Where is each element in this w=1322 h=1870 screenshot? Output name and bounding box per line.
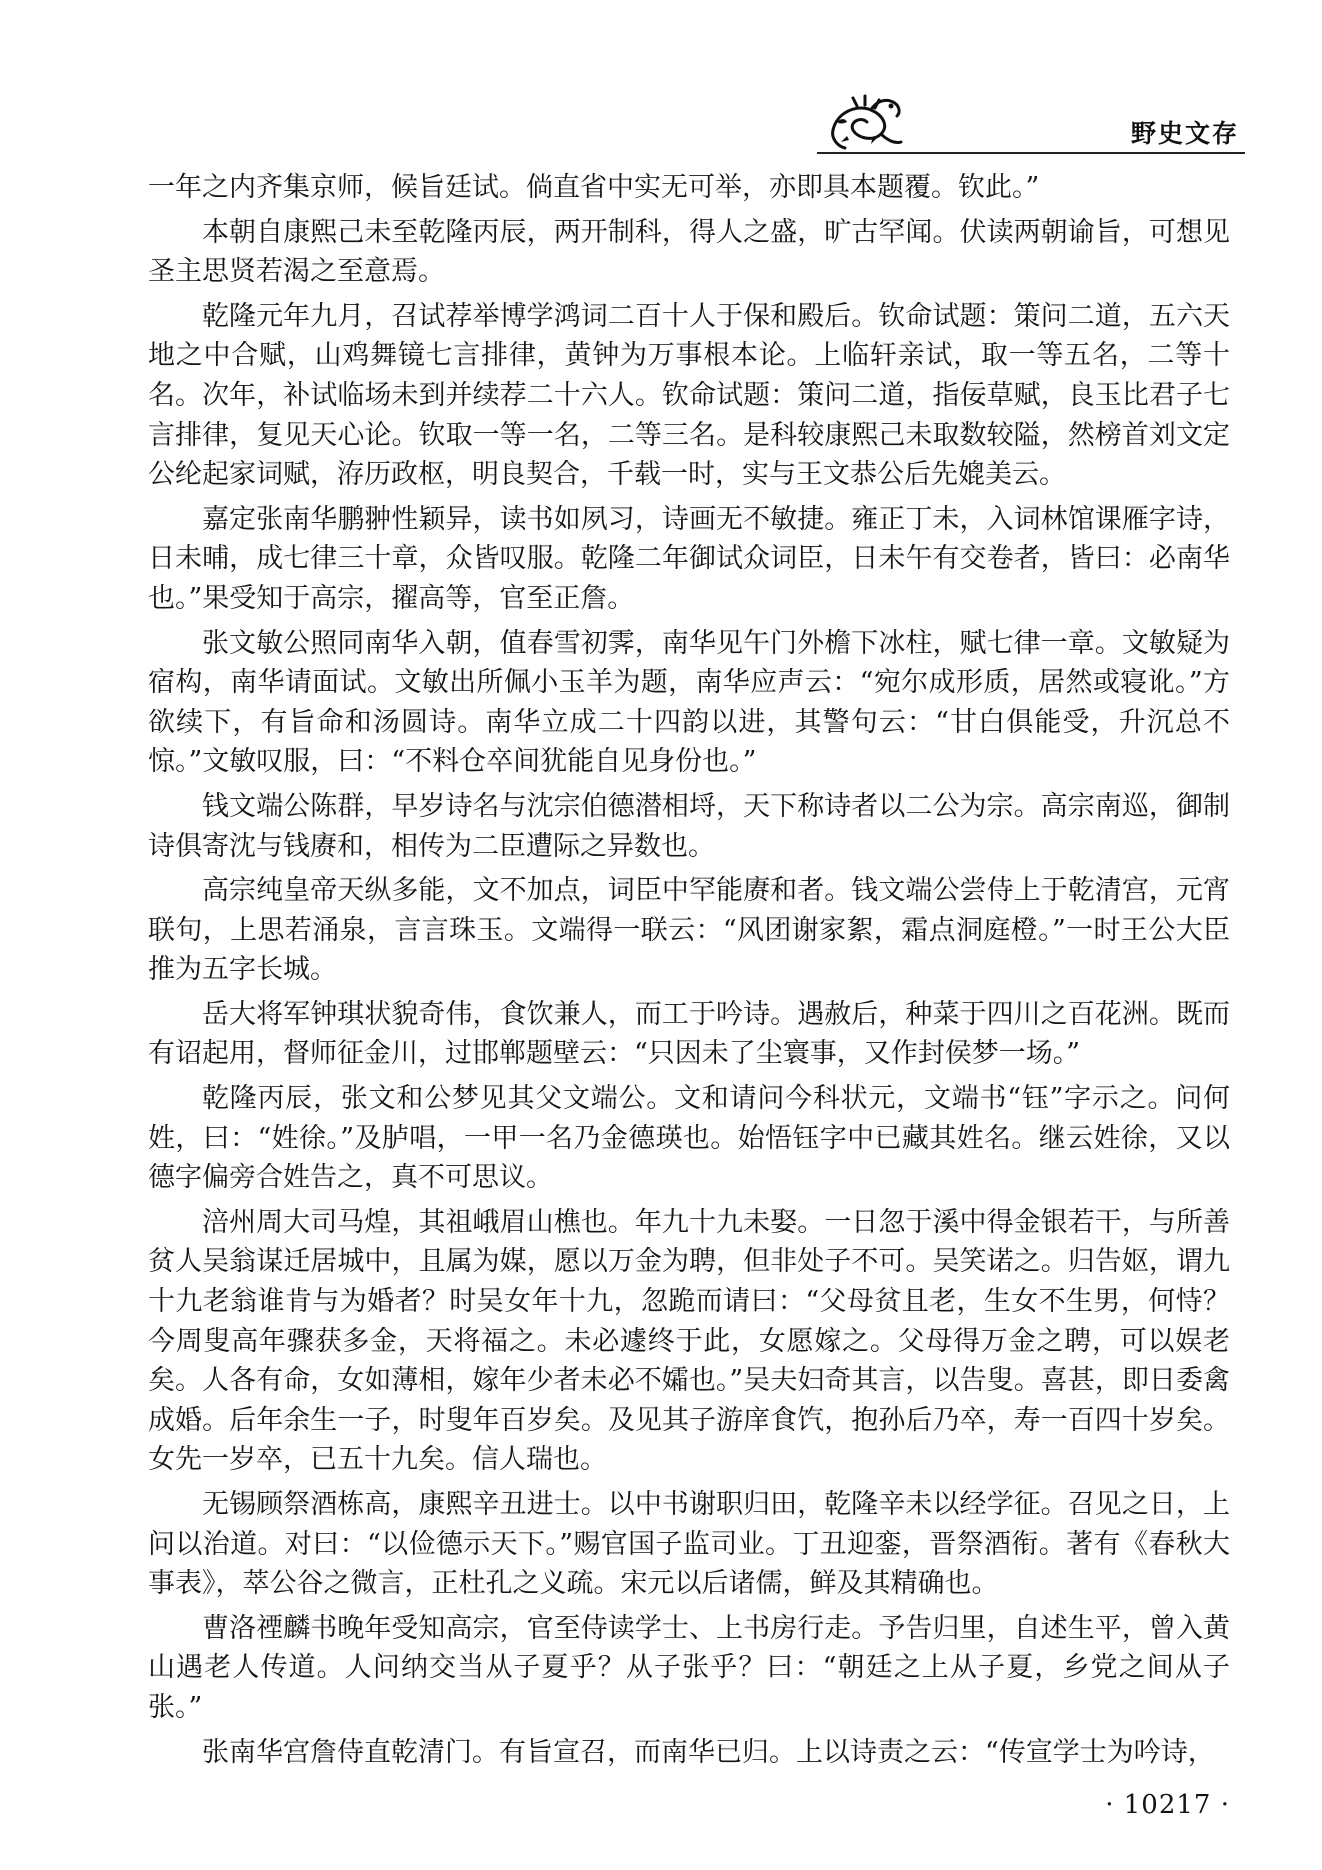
paragraph: 钱文端公陈群，早岁诗名与沈宗伯德潜相埒，天下称诗者以二公为宗。高宗南巡，御制诗俱寄沈与钱赓和，相传为二臣遭际之异数也。 — [148, 790, 1230, 862]
body-text — [148, 168, 1230, 1777]
paragraph: 一年之内齐集京师，候旨廷试。倘直省中实无可举，亦即具本题覆。钦此。” — [148, 172, 1040, 203]
paragraph: 本朝自康熙己未至乾隆丙辰，两开制科，得人之盛，旷古罕闻。伏读两朝谕旨，可想见圣主思贤若渴之至意焉。 — [148, 216, 1230, 288]
paragraph: 岳大将军钟琪状貌奇伟，食饮兼人，而工于吟诗。遇赦后，种菜于四川之百花洲。既而有诏起用，督师征金川，过邯郸题壁云：“只因未了尘寰事，又作封侯梦一场。” — [148, 998, 1230, 1070]
paragraph: 乾隆丙辰，张文和公梦见其父文端公。文和请问今科状元，文端书“钰”字示之。问何姓，曰：“姓徐。”及胪唱，一甲一名乃金德瑛也。始悟钰字中已藏其姓名。继云姓徐，又以德字偏旁合姓告之，真不可思议。 — [148, 1083, 1230, 1194]
paragraph: 张南华宫詹侍直乾清门。有旨宣召，而南华已归。上以诗责之云：“传宣学士为吟诗， — [202, 1736, 1215, 1768]
paragraph: 涪州周大司马煌，其祖峨眉山樵也。年九十九未娶。一日忽于溪中得金银若干，与所善贫人吴翁谋迁居城中，且属为媒，愿以万金为聘，但非处子不可。吴笑诺之。归告妪，谓九十九老翁谁肯与为婚者？时吴女年十九，忽跪而请曰：“父母贫且老，生女不生男，何恃？今周叟高年骤获多金，天将福之。未必遽终于此，女愿嫁之。父母得万金之聘，可以娱老矣。人各有命，女如薄相，嫁年少者未必不孀也。”吴夫妇奇其言，以告叟。喜甚，即日委禽成婚。后年余生一子，时叟年百岁矣。及见其子游庠食饩，抱孙后乃卒，寿一百四十岁矣。女先一岁卒，已五十九矣。信人瑞也。 — [148, 1206, 1230, 1476]
page-header — [815, 92, 1245, 162]
page-number: · 10217 · — [1105, 1790, 1230, 1820]
paragraph: 曹洛禋麟书晚年受知高宗，官至侍读学士、上书房行走。予告归里，自述生平，曾入黄山遇老人传道。人问纳交当从子夏乎？从子张乎？曰：“朝廷之上从子夏，乡党之间从子张。” — [148, 1612, 1230, 1723]
paragraph: 高宗纯皇帝天纵多能，文不加点，词臣中罕能赓和者。钱文端公尝侍上于乾清宫，元宵联句，上思若涌泉，言言珠玉。文端得一联云：“风团谢家絮，霜点洞庭橙。”一时王公大臣推为五字长城。 — [148, 875, 1230, 986]
paragraph: 张文敏公照同南华入朝，值春雪初霁，南华见午门外檐下冰柱，赋七律一章。文敏疑为宿构，南华请面试。文敏出所佩小玉羊为题，南华应声云：“宛尔成形质，居然或寝讹。”方欲续下，有旨命和汤圆诗。南华立成二十四韵以进，其警句云：“甘白俱能受，升沉总不惊。”文敏叹服，曰：“不料仓卒间犹能自见身份也。” — [148, 627, 1230, 778]
paragraph: 无锡顾祭酒栋高，康熙辛丑进士。以中书谢职归田，乾隆辛未以经学征。召见之日，上问以治道。对曰：“以俭德示天下。”赐官国子监司业。丁丑迎銮，晋祭酒衔。著有《春秋大事表》，萃公谷之微言，正杜孔之义疏。宋元以后诸儒，鲜及其精确也。 — [148, 1489, 1230, 1600]
header-divider — [817, 152, 1245, 154]
paragraph: 乾隆元年九月，召试荐举博学鸿词二百十人于保和殿后。钦命试题：策问二道，五六天地之中合赋，山鸡舞镜七言排律，黄钟为万事根本论。上临轩亲试，取一等五名，二等十名。次年，补试临场未到并续荐二十六人。钦命试题：策问二道，指佞草赋，良玉比君子七言排律，复见天心论。钦取一等一名，二等三名。是科较康熙己未取数较隘，然榜首刘文定公纶起家词赋，洊历政枢，明良契合，千载一时，实与王文恭公后先媲美云。 — [148, 300, 1230, 491]
paragraph: 嘉定张南华鹏翀性颖异，读书如夙习，诗画无不敏捷。雍正丁未，入词林馆课雁字诗，日未晡，成七律三十章，众皆叹服。乾隆二年御试众词臣，日未午有交卷者，皆曰：必南华也。”果受知于高宗，擢高等，官至正詹。 — [148, 503, 1230, 614]
running-head-title: 野史文存 — [1130, 119, 1239, 148]
dragon-icon — [827, 92, 905, 154]
